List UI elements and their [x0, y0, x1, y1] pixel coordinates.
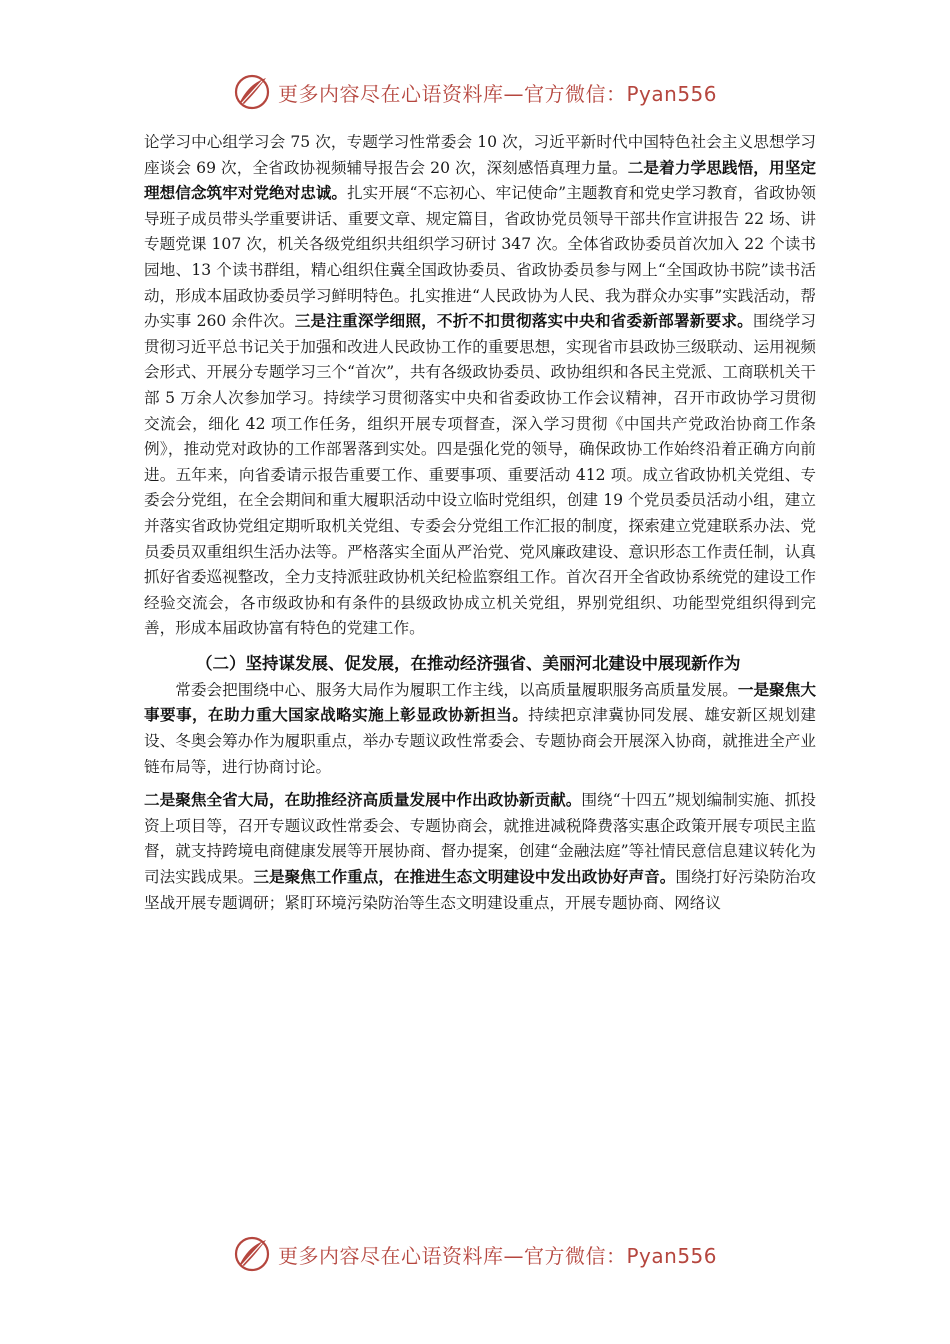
- paragraph-1-text-2: 扎实开展“不忘初心、牢记使命”主题教育和党史学习教育，省政协领导班子成员带头学重要讲话、重要文章、规定篇目，省政协党员领导干部共作宣讲报告 22 场、讲专题党课 107 次，机关各级党组织共组织学习研讨 347 次。全体省政协委员首次加入 22 个读书园地、13 个读书群组，精心组织住冀全国政协委员、省政协委员参与网上“全国政协书院”读书活动，形成本届政协委员学习鲜明特色。扎实推进“人民政协为人民、我为群众办实事”实践活动，帮办实事 260 余件次。: [144, 184, 816, 331]
- pen-leaf-logo-icon: [232, 1234, 272, 1274]
- footer-banner: [232, 1232, 732, 1276]
- banner-text: 更多内容尽在心语资料库—官方微信：Pyan556: [278, 1243, 718, 1268]
- paragraph-2: [144, 678, 816, 780]
- paragraph-3-text-2: 围绕打好污染防治攻坚战开展专题调研；紧盯环境污染防治等生态文明建设重点，开展专题协商、网络议: [144, 868, 816, 912]
- header-banner: [232, 70, 732, 114]
- paragraph-2-text-1: 常委会把围绕中心、服务大局作为履职工作主线，以高质量履职服务高质量发展。: [175, 680, 738, 699]
- paragraph-1-text-3: 围绕学习贯彻习近平总书记关于加强和改进人民政协工作的重要思想，实现省市县政协三级联动、运用视频会形式、开展分专题学习三个“首次”，共有各级政协委员、政协组织和各民主党派、工商联机关干部 5 万余人次参加学习。持续学习贯彻落实中央和省委政协工作会议精神，召开市政协学习贯彻交流会，细化 42 项工作任务，组织开展专项督查，深入学习贯彻《中国共产党政治协商工作条例》，推动党对政协的工作部署落到实处。四是强化党的领导，确保政协工作始终沿着正确方向前进。五年来，向省委请示报告重要工作、重要事项、重要活动 412 项。成立省政协机关党组、专委会分党组，在全会期间和重大履职活动中设立临时党组织，创建 19 个党员委员活动小组，建立并落实省政协党组定期听取机关党组、专委会分党组工作汇报的制度，探索建立党建联系办法、党员委员双重组织生活办法等。严格落实全面从严治党、党风廉政建设、意识形态工作责任制，认真抓好省委巡视整改，全力支持派驻政协机关纪检监察组工作。首次召开全省政协系统党的建设工作经验交流会，各市级政协和有条件的县级政协成立机关党组，界别党组织、功能型党组织得到完善，形成本届政协富有特色的党建工作。: [144, 312, 816, 638]
- paragraph-1-bold-2: 三是注重深学细照，不折不扣贯彻落实中央和省委新部署新要求。: [294, 312, 753, 331]
- paragraph-2-bold-1: 一是聚焦大事要事，在助力重大国家战略实施上彰显政协新担当。: [144, 680, 816, 725]
- section-heading-2: [144, 650, 816, 678]
- paragraph-3: [144, 788, 816, 916]
- paragraph-3-bold-2: 三是聚焦工作重点，在推进生态文明建设中发出政协好声音。: [253, 868, 676, 887]
- section-heading-2-text: （二）坚持谋发展、促发展，在推动经济强省、美丽河北建设中展现新作为: [196, 653, 741, 673]
- paragraph-3-bold-1: 二是聚焦全省大局，在助推经济高质量发展中作出政协新贡献。: [144, 791, 582, 810]
- banner-text: 更多内容尽在心语资料库—官方微信：Pyan556: [278, 81, 718, 106]
- document-body: [144, 130, 816, 916]
- paragraph-1: [144, 130, 816, 642]
- paragraph-2-text-2: 持续把京津冀协同发展、雄安新区规划建设、冬奥会筹办作为履职重点，举办专题议政性常委会、专题协商会开展深入协商，就推进全产业链布局等，进行协商讨论。: [144, 706, 816, 776]
- paragraph-1-bold-1: 二是着力学思践悟，用坚定理想信念筑牢对党绝对忠诚。: [144, 158, 816, 203]
- paragraph-1-text-1: 论学习中心组学习会 75 次，专题学习性常委会 10 次，习近平新时代中国特色社会主义思想学习座谈会 69 次，全省政协视频辅导报告会 20 次，深刻感悟真理力量。: [144, 133, 816, 177]
- paragraph-3-text-1: 围绕“十四五”规划编制实施、抓投资上项目等，召开专题议政性常委会、专题协商会，就推进减税降费落实惠企政策开展专项民主监督，就支持跨境电商健康发展等开展协商、督办提案，创建“金融法庭”等社情民意信息建议转化为司法实践成果。: [144, 791, 816, 887]
- pen-leaf-logo-icon: [232, 72, 272, 112]
